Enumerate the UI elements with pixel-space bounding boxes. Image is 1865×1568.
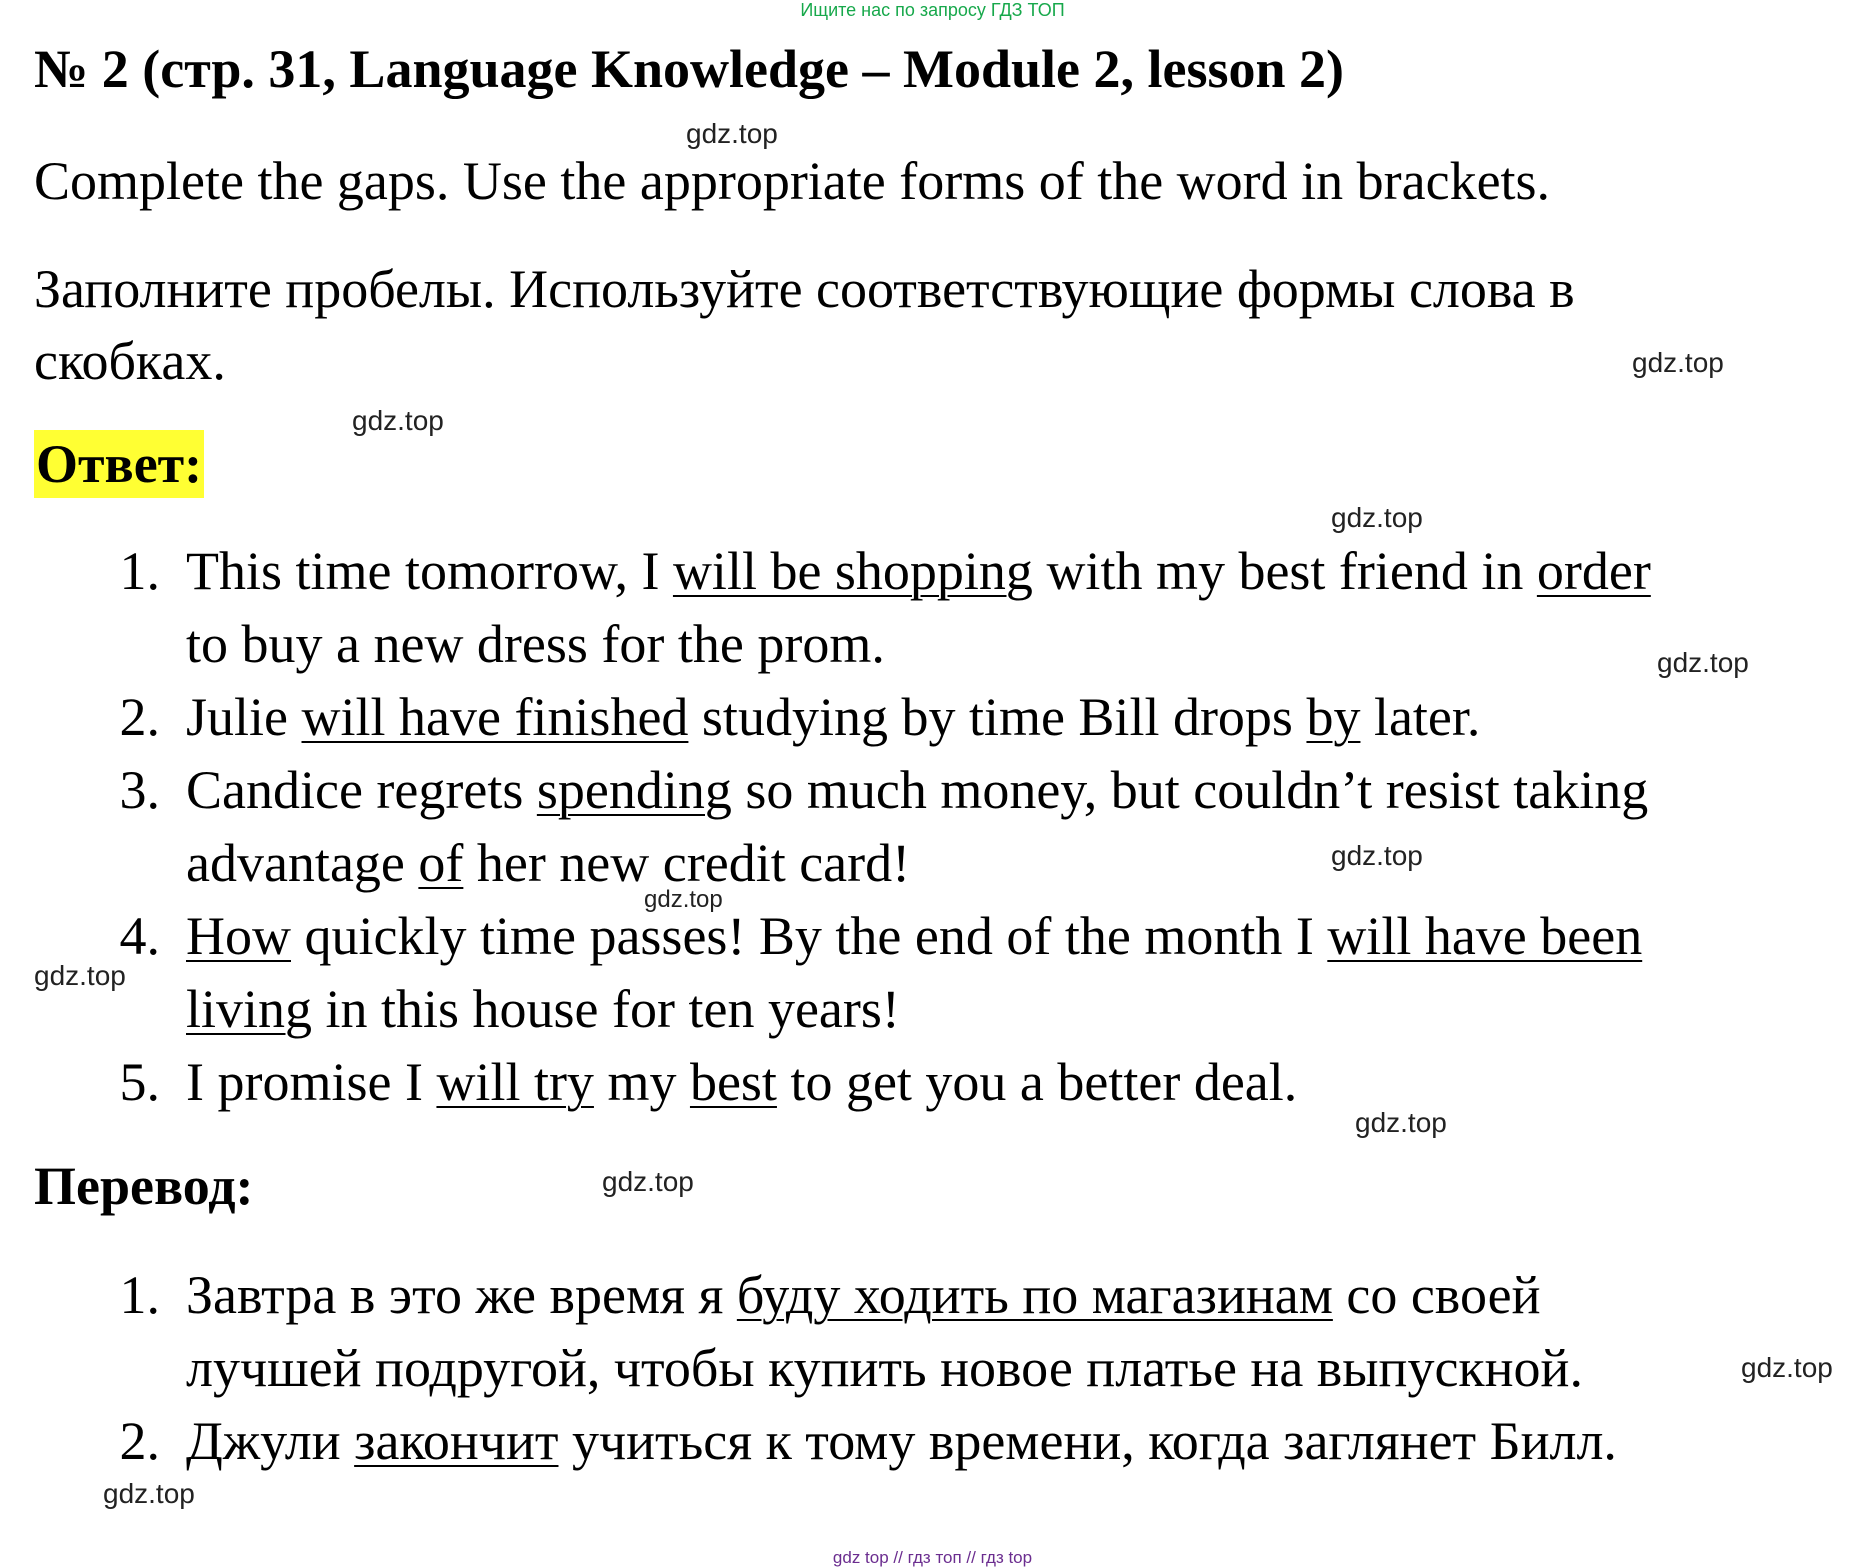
answer-underlined: will be shopping — [672, 541, 1033, 601]
answer-underlined: best — [689, 1052, 777, 1112]
answer-underlined: will have been — [1327, 906, 1643, 966]
answer-text: studying by time Bill drops — [688, 687, 1307, 747]
watermark: gdz.top — [686, 118, 778, 149]
translation-number: 1. — [119, 1265, 160, 1325]
answer-underlined: of — [418, 833, 464, 893]
answer-text: with my best friend in — [1032, 541, 1537, 601]
answer-text: to get you a better deal. — [776, 1052, 1298, 1112]
translation-line — [186, 1264, 1540, 1326]
instruction-english: Complete the gaps. Use the appropriate forms of the word in brackets. — [34, 151, 1551, 211]
watermark: gdz.top — [602, 1166, 694, 1197]
translation-number: 2. — [119, 1411, 160, 1471]
answer-underlined: living — [186, 979, 313, 1039]
watermark: gdz.top — [1741, 1352, 1833, 1383]
watermark: gdz.top — [1331, 840, 1423, 871]
answer-text: Candice regrets — [186, 760, 537, 820]
answer-line — [186, 759, 1648, 821]
answer-line — [186, 978, 900, 1040]
watermark: gdz.top — [352, 405, 444, 436]
answer-line — [186, 1051, 1297, 1113]
answer-underlined: order — [1536, 541, 1651, 601]
answer-number: 4. — [119, 906, 160, 966]
answer-number: 3. — [119, 760, 160, 820]
answer-underlined: How — [186, 906, 291, 966]
answer-text: my — [593, 1052, 690, 1112]
watermark: gdz.top — [1632, 347, 1724, 378]
translation-text: Джули — [186, 1411, 355, 1471]
answer-number: 1. — [119, 541, 160, 601]
answer-label: Ответ: — [34, 430, 204, 498]
translation-underlined: закончит — [354, 1411, 559, 1471]
translation-line — [186, 1337, 1583, 1399]
search-banner: Ищите нас по запросу ГДЗ ТОП — [800, 0, 1065, 20]
watermark: gdz.top — [1331, 502, 1423, 533]
answer-number: 2. — [119, 687, 160, 747]
answer-text: This time tomorrow, I — [186, 541, 673, 601]
answer-text: advantage — [186, 833, 419, 893]
answer-text: her new credit card! — [463, 833, 911, 893]
answer-text: so much money, but couldn’t resist taking — [731, 760, 1649, 820]
answer-number: 5. — [119, 1052, 160, 1112]
answer-underlined: will try — [436, 1052, 594, 1112]
footer-watermark: gdz top // гдз топ // гдз top — [832, 1548, 1033, 1567]
translation-text: учиться к тому времени, когда заглянет Билл. — [558, 1411, 1617, 1471]
page-title: № 2 (стр. 31, Language Knowledge – Module 2, lesson 2) — [34, 39, 1345, 99]
answer-text: later. — [1360, 687, 1481, 747]
answer-text: in this house for ten years! — [312, 979, 900, 1039]
translation-underlined: буду ходить по магазинам — [736, 1265, 1333, 1325]
translation-text: Завтра в это же время я — [186, 1265, 737, 1325]
watermark: gdz.top — [34, 960, 126, 991]
watermark: gdz.top — [103, 1478, 195, 1509]
answer-underlined: spending — [536, 760, 732, 820]
answer-line — [186, 540, 1651, 602]
translation-label: Перевод: — [34, 1156, 254, 1216]
answer-text: quickly time passes! By the end of the month I — [291, 906, 1328, 966]
answer-underlined: by — [1306, 687, 1361, 747]
translation-text: со своей — [1332, 1265, 1541, 1325]
watermark: gdz.top — [1657, 647, 1749, 678]
instruction-russian-line2: скобках. — [34, 331, 226, 391]
answer-text: to buy a new dress for the prom. — [186, 614, 885, 674]
translation-line — [186, 1410, 1617, 1472]
translation-text: лучшей подругой, чтобы купить новое платье на выпускной. — [186, 1338, 1583, 1398]
instruction-russian-line1: Заполните пробелы. Используйте соответствующие формы слова в — [34, 259, 1575, 319]
watermark: gdz.top — [1355, 1107, 1447, 1138]
answer-line — [186, 686, 1480, 748]
answer-underlined: will have finished — [301, 687, 689, 747]
answer-line — [186, 905, 1642, 967]
answer-text: I promise I — [186, 1052, 437, 1112]
answer-line — [186, 613, 885, 675]
answer-line — [186, 832, 910, 894]
watermark: gdz.top — [644, 886, 723, 913]
answer-text: Julie — [186, 687, 302, 747]
